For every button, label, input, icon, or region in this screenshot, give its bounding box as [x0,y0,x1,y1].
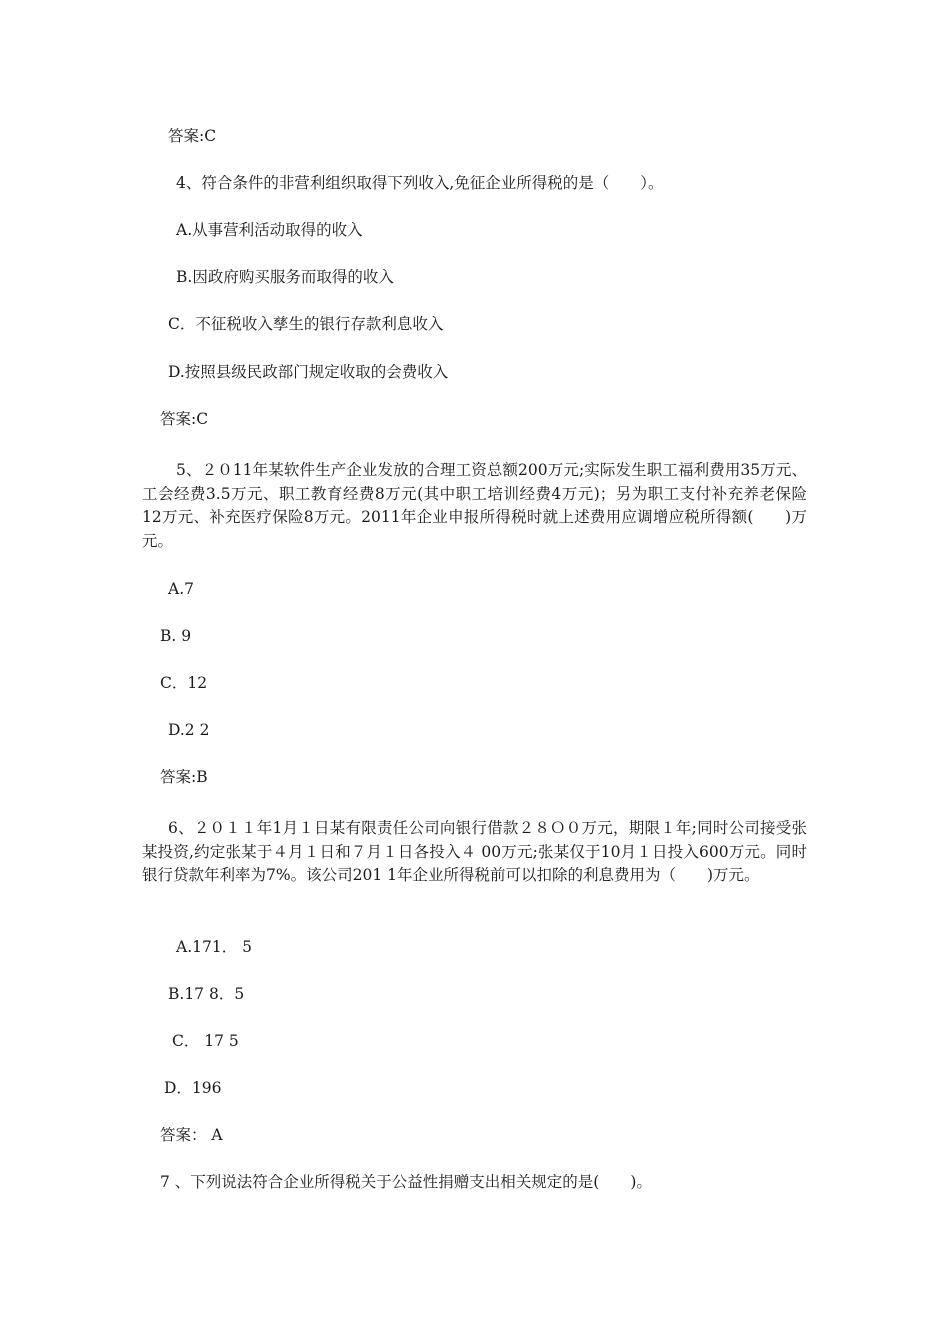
answer-line: 答案： A [160,1126,223,1144]
question-7-stem: 7 、下列说法符合企业所得税关于公益性捐赠支出相关规定的是( )。 [160,1173,652,1191]
option-b: B. 9 [160,627,192,645]
option-b: B.因政府购买服务而取得的收入 [176,268,394,286]
question-4-stem: 4、符合条件的非营利组织取得下列收入,免征企业所得税的是（ ）。 [176,174,664,192]
answer-line: 答案:B [160,768,208,786]
option-a: A.从事营利活动取得的收入 [176,221,363,239]
answer-line: 答案:C [160,410,209,428]
option-d: D.2 2 [168,721,210,739]
option-d: D．196 [164,1079,222,1097]
option-a: A.7 [168,580,194,598]
option-c: C．不征税收入孳生的银行存款利息收入 [168,315,444,333]
option-a: A.171． 5 [176,938,252,956]
option-c: C． 17 5 [172,1032,239,1050]
option-d: D.按照县级民政部门规定收取的会费收入 [168,363,449,381]
question-6-stem: 6、２０１１年1月１日某有限责任公司向银行借款２８Ｏ０万元，期限１年;同时公司接受张某投资,约定张某于４月１日和７月１日各投入４ 00万元;张某仅于10月１日投入600万元。同时银行贷款年利率为7%。该公司201 1年企业所得税前可以扣除的利息费用为（ )万元。 [142,819,807,884]
question-5-stem: 5、２０11年某软件生产企业发放的合理工资总额200万元;实际发生职工福利费用35万元、工会经费3.5万元、职工教育经费8万元(其中职工培训经费4万元)；另为职工支付补充养老保险12万元、补充医疗保险8万元。2011年企业申报所得税时就上述费用应调增应税所得额( )万元。 [142,461,807,550]
option-c: C．12 [160,674,208,692]
option-b: B.17 8．5 [168,985,245,1003]
answer-line: 答案:C [168,127,217,145]
